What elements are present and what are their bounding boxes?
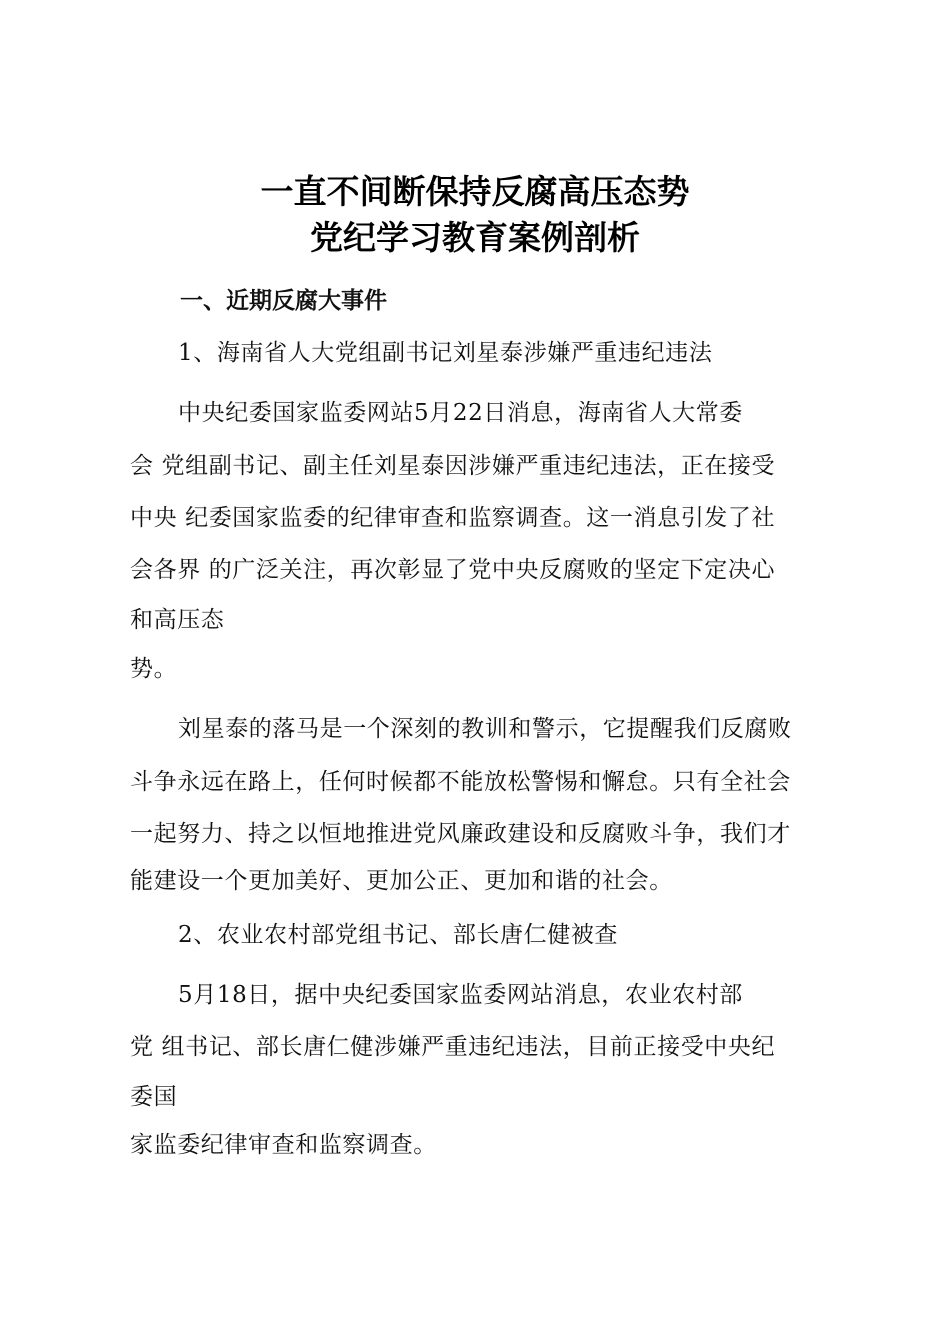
paragraph-line: 委国 <box>130 1084 178 1110</box>
item-1-heading: 1、海南省人大党组副书记刘星泰涉嫌严重违纪违法 <box>178 340 713 366</box>
paragraph-line: 中央纪委国家监委网站5月22日消息，海南省人大常委 <box>178 400 743 426</box>
item-2-heading: 2、农业农村部党组书记、部长唐仁健被查 <box>178 922 619 948</box>
document-title-line-1: 一直不间断保持反腐高压态势 <box>260 172 690 211</box>
paragraph-line: 斗争永远在路上，任何时候都不能放松警惕和懈怠。只有全社会 <box>130 769 791 795</box>
paragraph-line: 一起努力、持之以恒地推进党风廉政建设和反腐败斗争，我们才 <box>130 821 791 847</box>
paragraph-line: 能建设一个更加美好、更加公正、更加和谐的社会。 <box>130 868 673 894</box>
document-title-line-2: 党纪学习教育案例剖析 <box>310 218 640 257</box>
section-heading: 一、近期反腐大事件 <box>180 288 387 314</box>
paragraph-line: 家监委纪律审查和监察调查。 <box>130 1132 437 1158</box>
paragraph-line: 和高压态 <box>130 607 225 633</box>
paragraph-line: 势。 <box>130 656 178 682</box>
paragraph-line: 会 党组副书记、副主任刘星泰因涉嫌严重违纪违法，正在接受 <box>130 453 776 479</box>
paragraph-line: 党 组书记、部长唐仁健涉嫌严重违纪违法，目前正接受中央纪 <box>130 1034 776 1060</box>
paragraph-line: 5月18日，据中央纪委国家监委网站消息，农业农村部 <box>178 982 743 1008</box>
paragraph-line: 中央 纪委国家监委的纪律审查和监察调查。这一消息引发了社 <box>130 505 776 531</box>
paragraph-line: 刘星泰的落马是一个深刻的教训和警示，它提醒我们反腐败 <box>178 716 792 742</box>
paragraph-line: 会各界 的广泛关注，再次彰显了党中央反腐败的坚定下定决心 <box>130 557 776 583</box>
